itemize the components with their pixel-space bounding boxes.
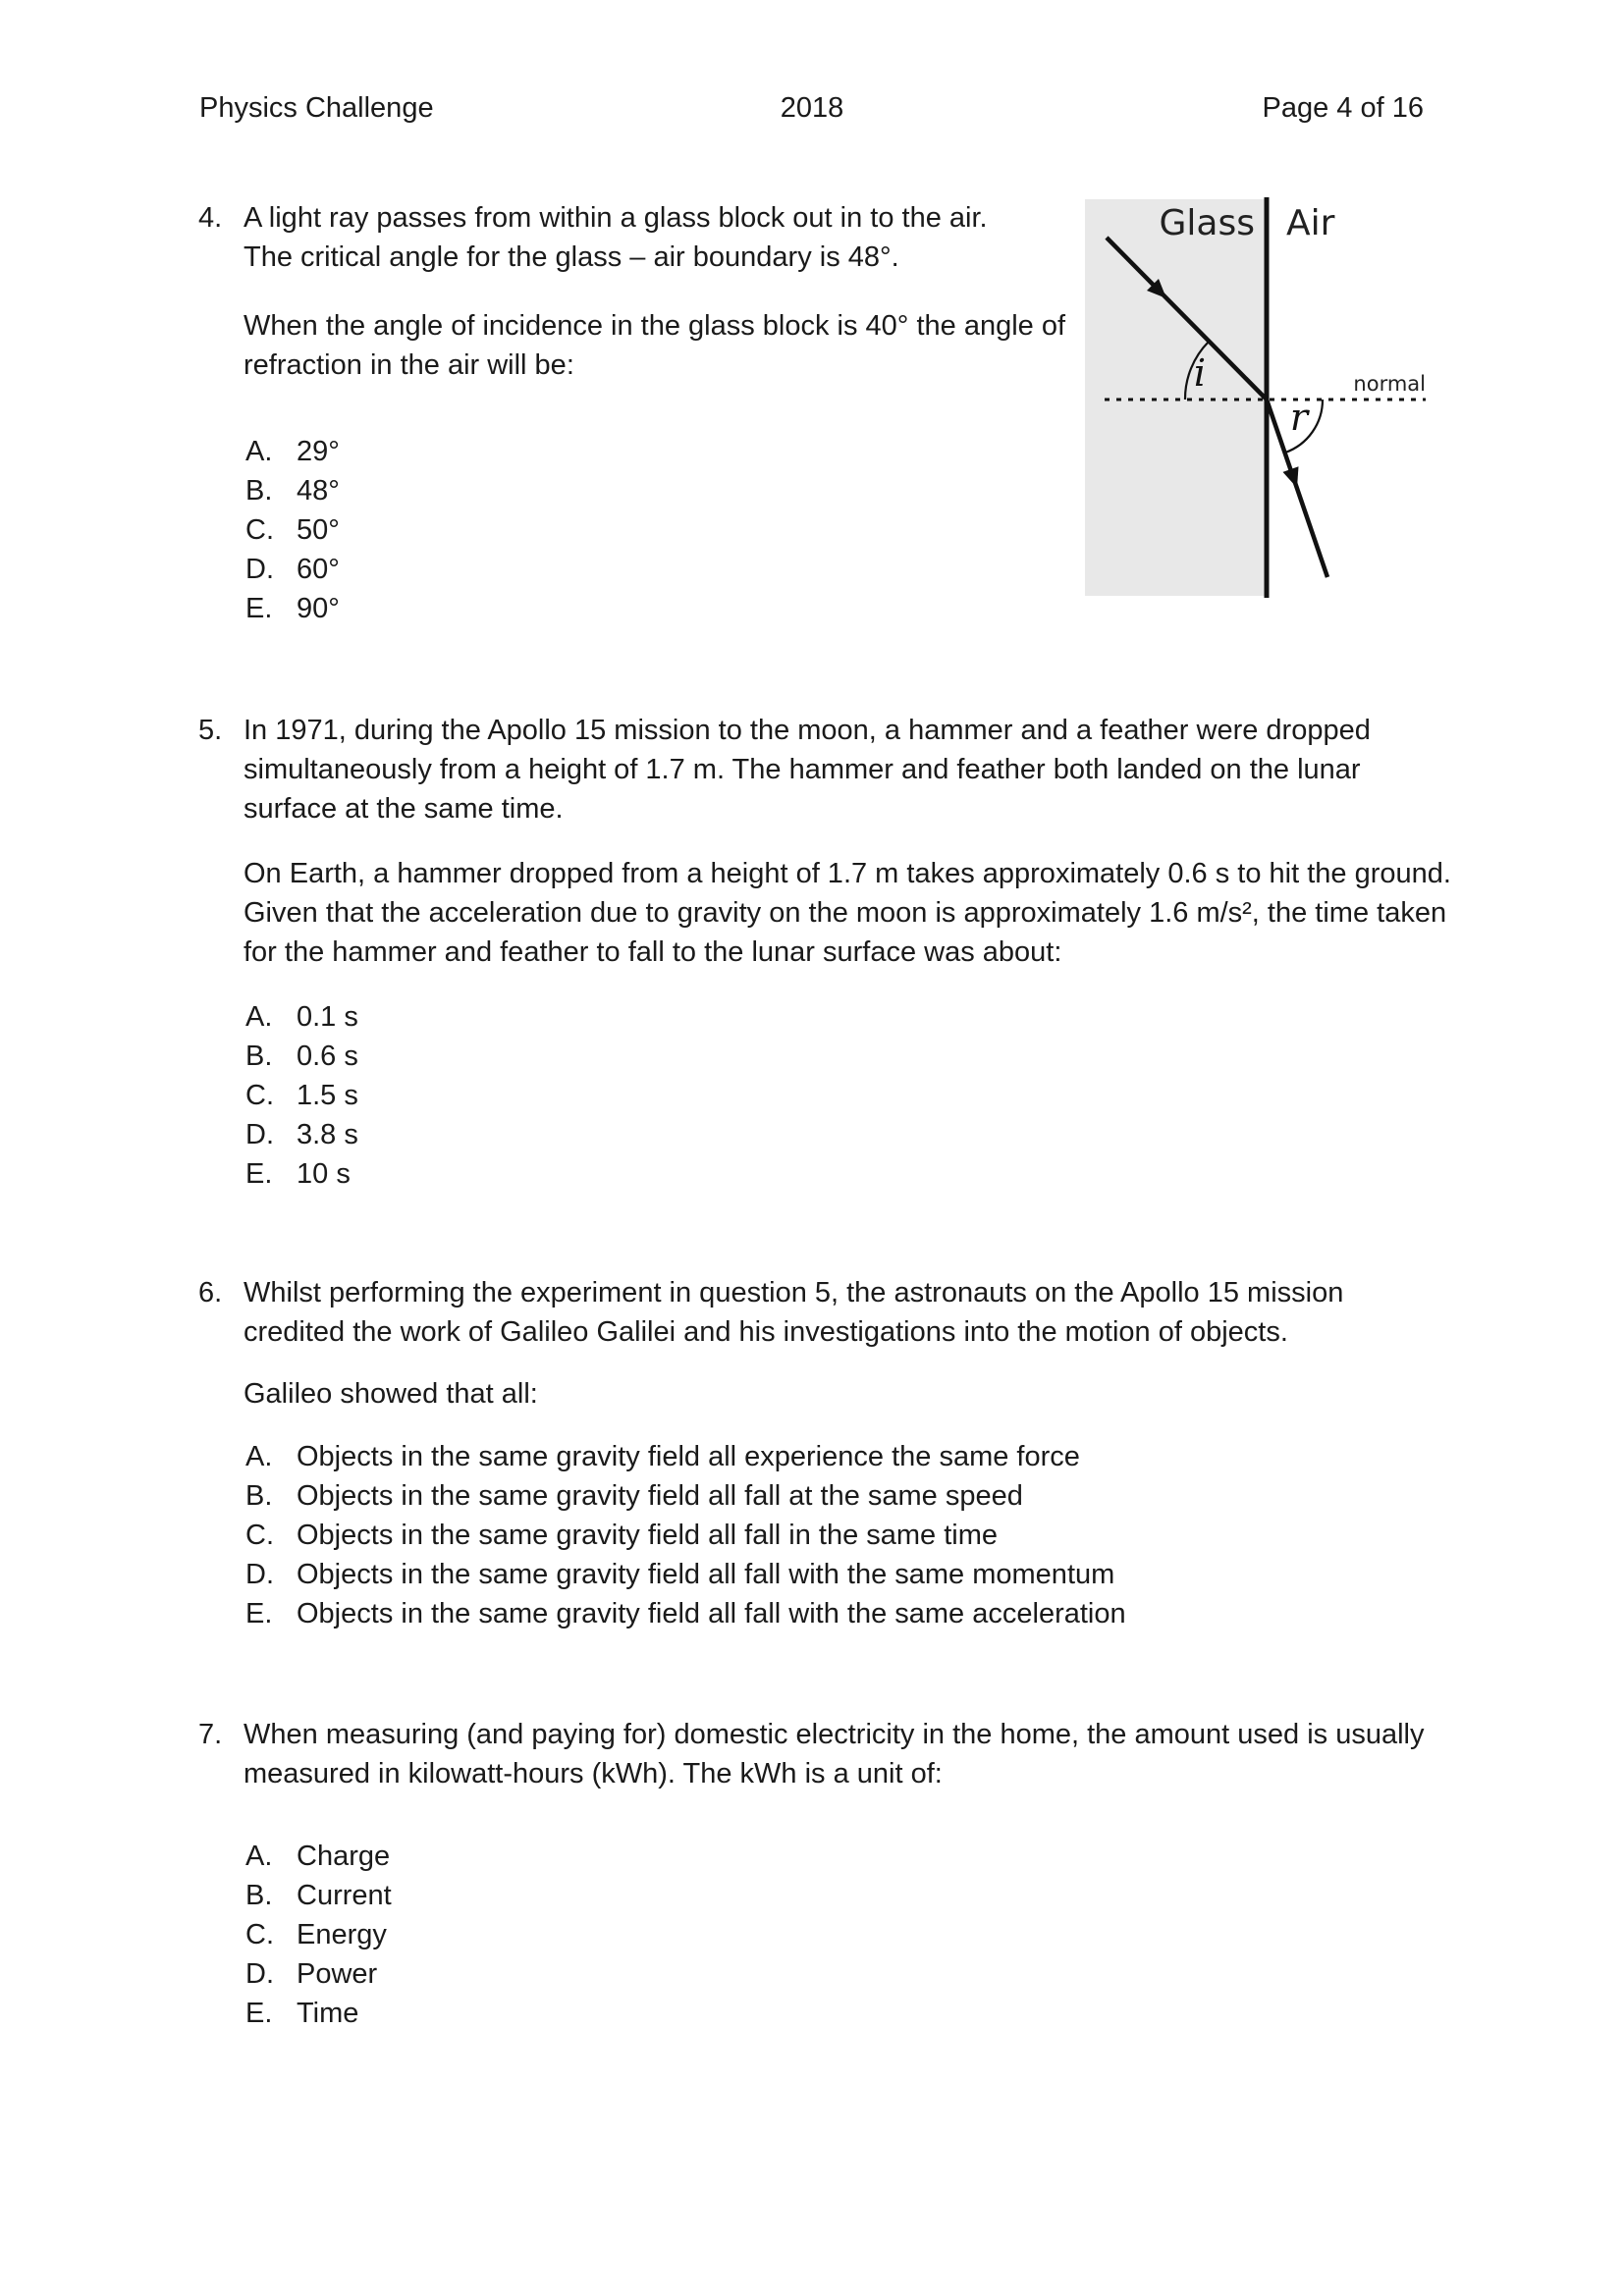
option-letter: B. xyxy=(245,475,273,507)
header-title: Physics Challenge xyxy=(199,92,434,124)
option-text: Current xyxy=(297,1880,392,1911)
option-letter: A. xyxy=(245,1001,273,1033)
option-text: 60° xyxy=(297,554,340,585)
question-text-line: The critical angle for the glass – air boundary is 48°. xyxy=(244,241,899,273)
option-letter: C. xyxy=(245,514,274,546)
question-text-line: simultaneously from a height of 1.7 m. The hammer and feather both landed on the lunar xyxy=(244,754,1361,785)
option-letter: A. xyxy=(245,436,273,467)
glass-region xyxy=(1085,199,1267,596)
header-page-number: Page 4 of 16 xyxy=(1262,92,1424,124)
option-row xyxy=(245,1954,392,1994)
question-6-paragraph-2 xyxy=(244,1374,538,1414)
option-row xyxy=(245,997,358,1037)
option-text: 1.5 s xyxy=(297,1080,358,1111)
option-row xyxy=(245,1437,1126,1476)
question-5-paragraph-1 xyxy=(244,711,1371,828)
option-text: 0.1 s xyxy=(297,1001,358,1033)
question-text-line: measured in kilowatt-hours (kWh). The kWh is a unit of: xyxy=(244,1758,943,1789)
question-7-paragraph-1 xyxy=(244,1715,1424,1793)
question-text-line: When the angle of incidence in the glass block is 40° the angle of xyxy=(244,310,1066,342)
option-text: 3.8 s xyxy=(297,1119,358,1150)
option-text: Objects in the same gravity field all experience the same force xyxy=(297,1441,1080,1472)
angle-r-label: r xyxy=(1289,396,1309,439)
option-row xyxy=(245,432,340,471)
question-text-line: refraction in the air will be: xyxy=(244,349,574,381)
question-text-line: for the hammer and feather to fall to the lunar surface was about: xyxy=(244,936,1062,968)
question-4-paragraph-2 xyxy=(244,306,1065,385)
option-text: 0.6 s xyxy=(297,1041,358,1072)
refraction-diagram xyxy=(1080,191,1453,609)
question-text-line: surface at the same time. xyxy=(244,793,564,825)
glass-label: Glass xyxy=(1159,203,1255,243)
option-row xyxy=(245,1837,392,1876)
option-letter: D. xyxy=(245,554,274,585)
question-number: 7. xyxy=(198,1719,223,1750)
option-text: 48° xyxy=(297,475,340,507)
option-row xyxy=(245,1555,1126,1594)
question-text-line: On Earth, a hammer dropped from a height of 1.7 m takes approximately 0.6 s to hit the ground. xyxy=(244,858,1451,889)
header-year: 2018 xyxy=(780,92,844,124)
option-text: 90° xyxy=(297,593,340,624)
option-letter: E. xyxy=(245,593,273,624)
option-letter: A. xyxy=(245,1441,273,1472)
question-5-paragraph-2 xyxy=(244,854,1451,972)
option-row xyxy=(245,1915,392,1954)
question-7-options xyxy=(245,1837,392,2033)
question-number: 5. xyxy=(198,715,223,746)
option-row xyxy=(245,1594,1126,1633)
option-text: Objects in the same gravity field all fall at the same speed xyxy=(297,1480,1023,1512)
option-row xyxy=(245,1115,358,1154)
question-6-options xyxy=(245,1437,1126,1633)
normal-label: normal xyxy=(1353,372,1426,396)
option-text: 50° xyxy=(297,514,340,546)
option-letter: A. xyxy=(245,1841,273,1872)
option-text: 29° xyxy=(297,436,340,467)
question-text-line: In 1971, during the Apollo 15 mission to the moon, a hammer and a feather were dropped xyxy=(244,715,1371,746)
option-text: Objects in the same gravity field all fall with the same acceleration xyxy=(297,1598,1126,1629)
option-row xyxy=(245,1076,358,1115)
option-letter: C. xyxy=(245,1080,274,1111)
option-letter: D. xyxy=(245,1119,274,1150)
option-text: Charge xyxy=(297,1841,391,1872)
air-label: Air xyxy=(1286,203,1335,243)
question-text-line: When measuring (and paying for) domestic electricity in the home, the amount used is usually xyxy=(244,1719,1425,1750)
question-text-line: A light ray passes from within a glass block out in to the air. xyxy=(244,202,988,234)
question-4-paragraph-1 xyxy=(244,198,988,277)
question-6-paragraph-1 xyxy=(244,1273,1343,1352)
angle-i-label: i xyxy=(1193,351,1207,395)
option-row xyxy=(245,1876,392,1915)
option-text: 10 s xyxy=(297,1158,351,1190)
question-text-line: Given that the acceleration due to gravity on the moon is approximately 1.6 m/s², the time taken xyxy=(244,897,1447,929)
option-row xyxy=(245,1476,1126,1516)
option-letter: E. xyxy=(245,1158,273,1190)
option-text: Objects in the same gravity field all fall in the same time xyxy=(297,1520,999,1551)
option-letter: B. xyxy=(245,1480,273,1512)
question-text-line: credited the work of Galileo Galilei and his investigations into the motion of objects. xyxy=(244,1316,1288,1348)
question-number: 4. xyxy=(198,202,223,234)
option-letter: C. xyxy=(245,1520,274,1551)
option-text: Power xyxy=(297,1958,378,1990)
option-letter: E. xyxy=(245,1998,273,2029)
option-letter: E. xyxy=(245,1598,273,1629)
option-letter: D. xyxy=(245,1958,274,1990)
question-4-options xyxy=(245,432,340,628)
option-row xyxy=(245,510,340,550)
option-row xyxy=(245,589,340,628)
option-row xyxy=(245,471,340,510)
question-text-line: Whilst performing the experiment in question 5, the astronauts on the Apollo 15 mission xyxy=(244,1277,1344,1308)
option-letter: B. xyxy=(245,1041,273,1072)
question-5-options xyxy=(245,997,358,1194)
option-text: Objects in the same gravity field all fall with the same momentum xyxy=(297,1559,1115,1590)
option-row xyxy=(245,1516,1126,1555)
option-letter: C. xyxy=(245,1919,274,1950)
option-text: Energy xyxy=(297,1919,387,1950)
refracted-ray-arrowhead xyxy=(1283,466,1299,488)
option-row xyxy=(245,550,340,589)
question-text-line: Galileo showed that all: xyxy=(244,1378,538,1410)
question-number: 6. xyxy=(198,1277,223,1308)
option-row xyxy=(245,1994,392,2033)
option-text: Time xyxy=(297,1998,359,2029)
option-row xyxy=(245,1037,358,1076)
option-row xyxy=(245,1154,358,1194)
option-letter: D. xyxy=(245,1559,274,1590)
option-letter: B. xyxy=(245,1880,273,1911)
